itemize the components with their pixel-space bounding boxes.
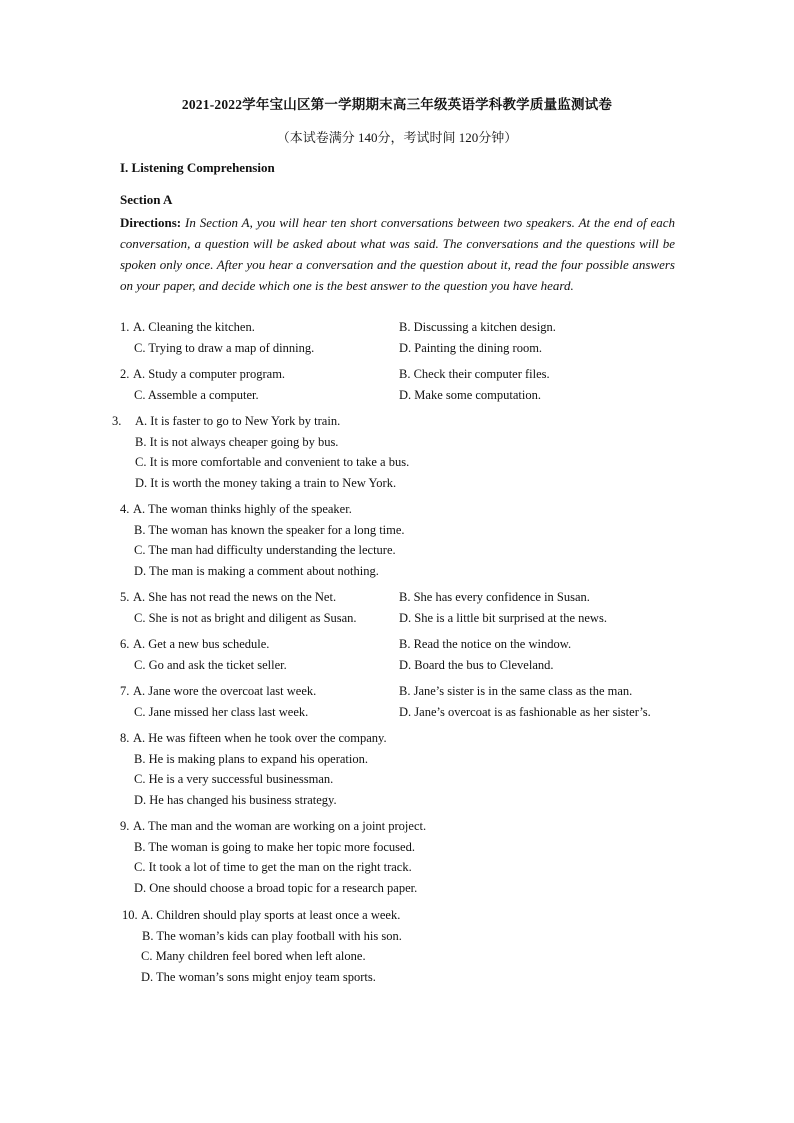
section-heading: Section A [120,192,173,207]
directions-label: Directions: [120,215,182,230]
option-d: D. Make some computation. [399,387,541,402]
option-c: C. He is a very successful businessman. [134,772,334,787]
option-a: A. She has not read the news on the Net. [133,590,337,604]
option-c: C. Many children feel bored when left alone. [141,949,366,964]
option-c: C. It is more comfortable and convenient to take a bus. [135,455,410,470]
option-d: D. Board the bus to Cleveland. [399,657,554,672]
question-9 [120,816,680,899]
option-d: D. The woman’s sons might enjoy team sports. [141,970,376,985]
directions-text: In Section A, you will hear ten short conversations between two speakers. At the end of each conversation, a question will be asked about what was said. The conversations and the questions will be spoken only once. After you hear a conversation and the question about it, read the four possible answers on your paper, and decide which one is the best answer to the question you have heard. [120,215,675,293]
question-1 [120,317,680,358]
question-number: 8. [120,731,130,745]
option-b: B. Jane’s sister is in the same class as the man. [399,684,633,698]
option-a: A. He was fifteen when he took over the company. [133,731,387,745]
option-d: D. The man is making a comment about nothing. [134,564,379,579]
option-b: B. The woman is going to make her topic more focused. [134,839,415,854]
option-d: D. Jane’s overcoat is as fashionable as her sister’s. [399,704,651,719]
option-a: A. Jane wore the overcoat last week. [133,684,317,698]
option-c: C. It took a lot of time to get the man on the right track. [134,860,412,875]
option-b: B. Read the notice on the window. [399,637,572,651]
question-number: 1. [120,320,130,334]
option-b: B. It is not always cheaper going by bus. [135,434,339,449]
question-5 [120,587,680,628]
option-d: D. It is worth the money taking a train to New York. [135,476,397,491]
directions-paragraph [120,212,675,296]
option-a: A. The woman thinks highly of the speaker. [133,502,352,516]
option-c: C. She is not as bright and diligent as Susan. [134,610,357,625]
question-4 [120,499,680,582]
option-a: A. The man and the woman are working on a joint project. [133,819,427,833]
question-8 [120,728,680,811]
exam-subtitle: （本试卷满分 140分，考试时间 120分钟） [276,130,518,145]
question-2 [120,364,680,405]
option-d: D. Painting the dining room. [399,340,543,355]
question-7 [120,681,680,722]
option-b: B. The woman has known the speaker for a long time. [134,522,405,537]
option-d: D. She is a little bit surprised at the news. [399,610,607,625]
question-number: 7. [120,684,130,698]
option-c: C. The man had difficulty understanding the lecture. [134,543,396,558]
option-b: B. The woman’s kids can play football with his son. [142,928,402,943]
question-number: 4. [120,502,130,516]
question-6 [120,634,680,675]
question-number: 9. [120,819,130,833]
option-b: B. He is making plans to expand his operation. [134,751,368,766]
option-c: C. Jane missed her class last week. [134,704,309,719]
question-number: 10. [122,908,138,922]
question-number: 2. [120,367,130,381]
question-number: 3. [112,414,122,428]
option-c: C. Go and ask the ticket seller. [134,657,287,672]
exam-title: 2021-2022学年宝山区第一学期期末高三年级英语学科教学质量监测试卷 [181,97,613,112]
option-d: D. He has changed his business strategy. [134,793,337,808]
question-number: 6. [120,637,130,651]
option-a: A. Study a computer program. [133,367,286,381]
question-10 [122,905,682,988]
option-c: C. Assemble a computer. [134,387,259,402]
question-number: 5. [120,590,130,604]
option-a: A. It is faster to go to New York by train. [135,414,341,428]
option-a: A. Cleaning the kitchen. [133,320,255,334]
option-a: A. Get a new bus schedule. [133,637,270,651]
option-a: A. Children should play sports at least once a week. [141,908,401,922]
option-b: B. She has every confidence in Susan. [399,590,590,604]
question-3 [112,411,672,494]
option-c: C. Trying to draw a map of dinning. [134,340,315,355]
option-b: B. Check their computer files. [399,367,550,381]
part-heading: I. Listening Comprehension [120,160,275,175]
option-b: B. Discussing a kitchen design. [399,320,556,334]
option-d: D. One should choose a broad topic for a research paper. [134,881,418,896]
